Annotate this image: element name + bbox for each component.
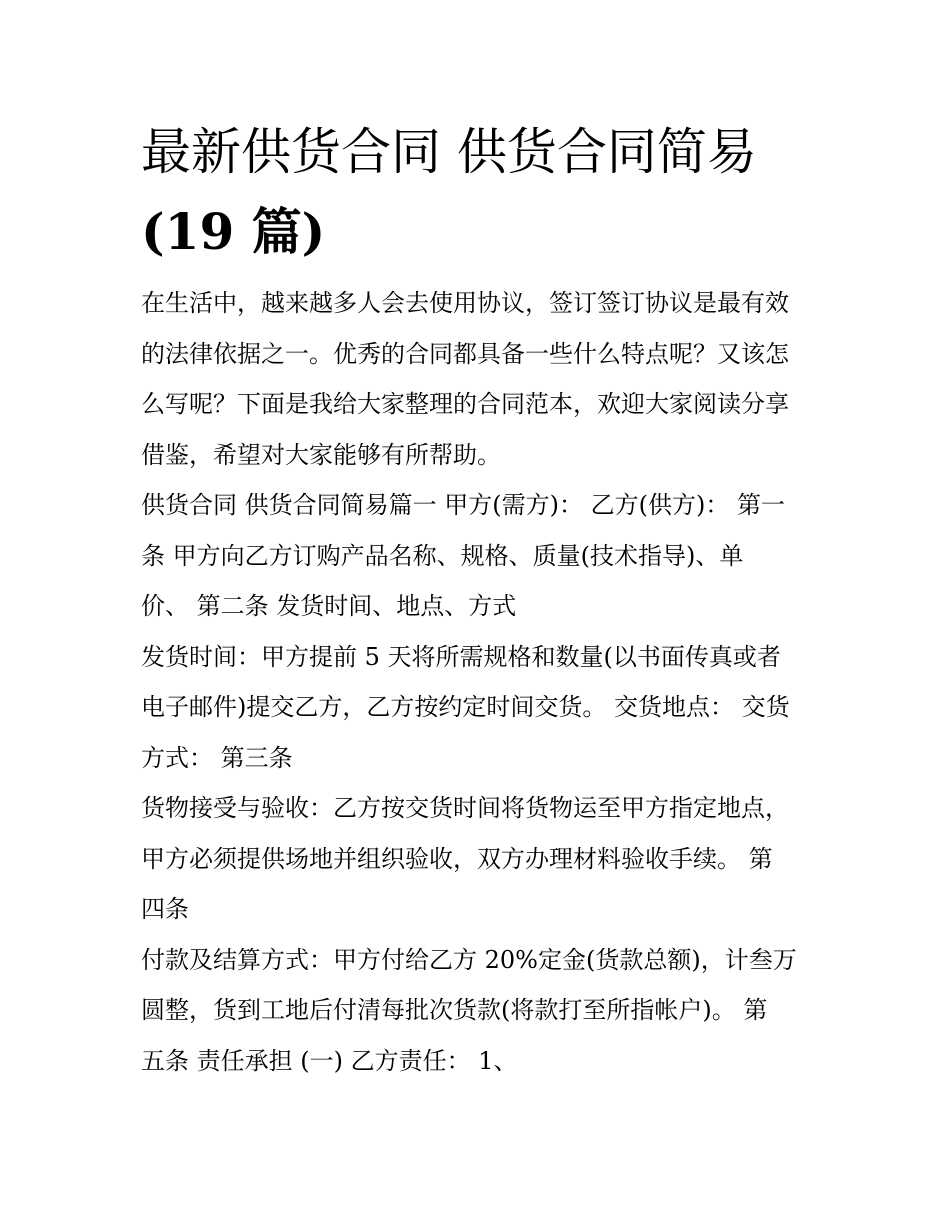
document-body xyxy=(141,278,821,1086)
paragraph-acceptance xyxy=(141,783,821,935)
text-line: 在生活中，越来越多人会去使用协议，签订签订协议是最有效 xyxy=(141,289,789,317)
text-line: 货物接受与验收：乙方按交货时间将货物运至甲方指定地点， xyxy=(141,794,789,822)
text-line: 付款及结算方式：甲方付给乙方 20%定金(货款总额)，计叁万 xyxy=(141,945,797,974)
text-line: 借鉴，希望对大家能够有所帮助。 xyxy=(141,440,501,469)
text-line: 供货合同 供货合同简易篇一 甲方(需方)： 乙方(供方)： 第一 xyxy=(141,491,785,519)
text-line: 价、 第二条 发货时间、地点、方式 xyxy=(141,592,517,620)
text-line: 电子邮件)提交乙方，乙方按约定时间交货。 交货地点： 交货 xyxy=(141,693,790,721)
text-line: 发货时间：甲方提前 5 天将所需规格和数量(以书面传真或者 xyxy=(141,642,781,671)
text-line: 方式： 第三条 xyxy=(141,743,293,772)
text-line: 甲方必须提供场地并组织验收，双方办理材料验收手续。 第 xyxy=(141,844,773,873)
paragraph-intro xyxy=(141,278,821,480)
text-line: 条 甲方向乙方订购产品名称、规格、质量(技术指导)、单 xyxy=(141,541,744,570)
text-line: 五条 责任承担 (一) 乙方责任： 1、 xyxy=(141,1046,518,1075)
document-title xyxy=(141,112,821,272)
paragraph-delivery xyxy=(141,632,821,784)
title-line-2: (19 篇) xyxy=(141,202,326,261)
paragraph-payment xyxy=(141,935,821,1087)
text-line: 么写呢？下面是我给大家整理的合同范本，欢迎大家阅读分享 xyxy=(141,390,789,418)
text-line: 四条 xyxy=(141,895,189,923)
text-line: 圆整，货到工地后付清每批次货款(将款打至所指帐户)。 第 xyxy=(141,996,768,1024)
text-line: 的法律依据之一。优秀的合同都具备一些什么特点呢？又该怎 xyxy=(141,339,789,368)
title-line-1: 最新供货合同 供货合同简易 xyxy=(141,123,757,181)
paragraph-article-1 xyxy=(141,480,821,632)
